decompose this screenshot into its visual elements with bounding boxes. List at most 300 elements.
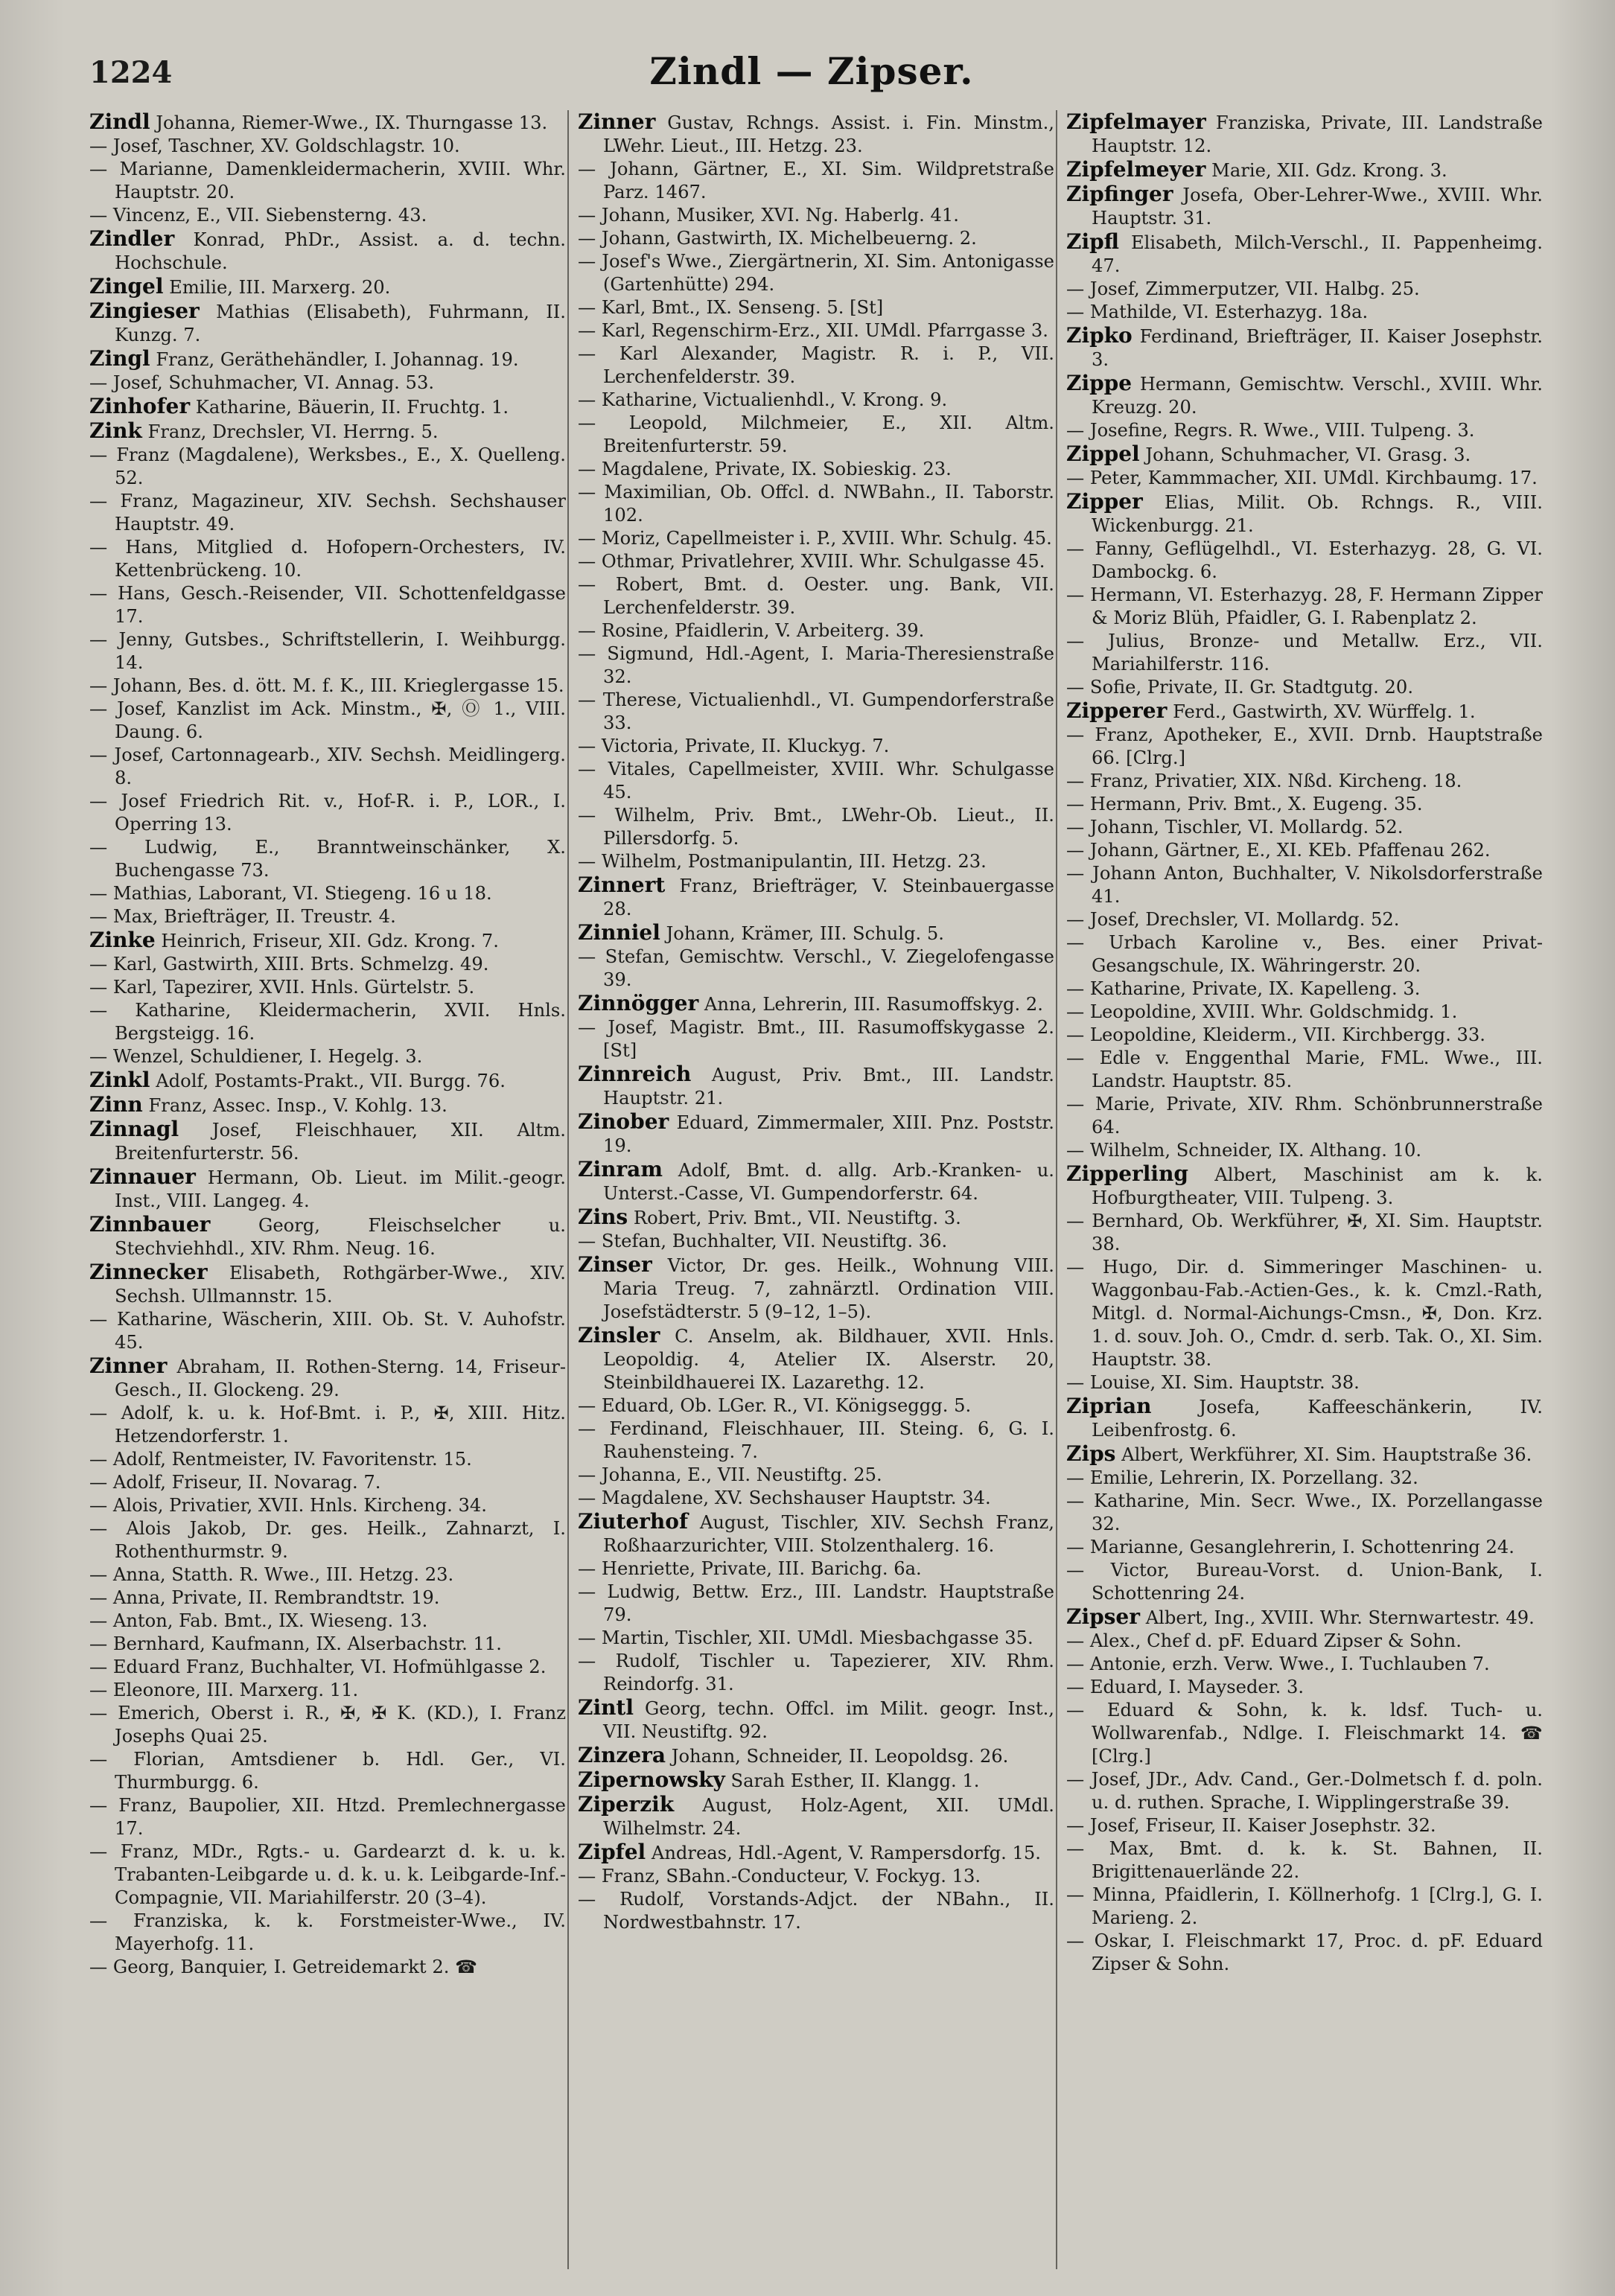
- directory-entry: [89, 444, 566, 490]
- entry-text: — Martin, Tischler, XII. UMdl. Miesbachgasse 35.: [578, 1627, 1033, 1648]
- entry-text: Abraham, II. Rothen-Sterng. 14, Friseur-Gesch., II. Glockeng. 29.: [115, 1356, 566, 1400]
- directory-entry: [578, 481, 1054, 527]
- entry-text: — Mathias, Laborant, VI. Stiegeng. 16 u 18.: [89, 883, 492, 904]
- page-header: [89, 46, 1534, 106]
- column-divider: [567, 110, 569, 2269]
- entry-text: — Bernhard, Kaufmann, IX. Alserbachstr. 11.: [89, 1633, 502, 1654]
- entry-surname: Zinhofer: [89, 394, 191, 418]
- directory-entry: [89, 744, 566, 790]
- entry-surname: Ziuterhof: [578, 1509, 689, 1534]
- entry-surname: Zingel: [89, 274, 164, 299]
- directory-entry: [89, 1656, 566, 1679]
- entry-text: — Johann, Tischler, VI. Mollardg. 52.: [1066, 817, 1404, 838]
- directory-entry: [578, 412, 1054, 458]
- directory-entry: [1066, 584, 1543, 630]
- directory-entry: [578, 296, 1054, 319]
- directory-entry: [1066, 1699, 1543, 1768]
- entry-text: — Josef, Cartonnagearb., XIV. Sechsh. Meidlingerg. 8.: [89, 744, 566, 788]
- directory-entry: [1066, 1559, 1543, 1605]
- directory-entry: [89, 582, 566, 628]
- directory-entry: [89, 790, 566, 836]
- directory-entry: [89, 1610, 566, 1633]
- entry-surname: Ziprian: [1066, 1394, 1152, 1418]
- entry-text: — Wilhelm, Schneider, IX. Althang. 10.: [1066, 1140, 1422, 1161]
- entry-text: — Hugo, Dir. d. Simmeringer Maschinen- u. Waggonbau-Fab.-Actien-Ges., k. k. Cmzl.-Rath, Mitgl. d. Normal-Aichungs-Cmsn., ✠, Don. Krz. 1. d. souv. Joh. O., Cmdr. d. serb. Tak. O., XI. Sim. Hauptstr. 38.: [1066, 1257, 1543, 1370]
- entry-text: — Franz, MDr., Rgts.- u. Gardearzt d. k. u. k. Trabanten-Leibgarde u. d. k. u. k. Leibgarde-Inf.-Compagnie, VII. Mariahilferstr. 20 (3–4).: [89, 1841, 566, 1908]
- entry-surname: Zipperer: [1066, 698, 1168, 723]
- directory-entry: [89, 1517, 566, 1563]
- entry-text: Gustav, Rchngs. Assist. i. Fin. Minstm., LWehr. Lieut., III. Hetzg. 23.: [603, 112, 1054, 156]
- entry-text: — Katharine, Wäscherin, XIII. Ob. St. V. Auhofstr. 45.: [89, 1309, 566, 1353]
- entry-text: — Josef Friedrich Rit. v., Hof-R. i. P., LOR., I. Operring 13.: [89, 791, 566, 835]
- entry-text: Hermann, Ob. Lieut. im Milit.-geogr. Inst., VIII. Langeg. 4.: [115, 1167, 566, 1211]
- directory-entry: [1066, 1442, 1543, 1467]
- entry-text: — Victor, Bureau-Vorst. d. Union-Bank, I. Schottenring 24.: [1066, 1560, 1543, 1604]
- entry-text: — Johann Anton, Buchhalter, V. Nikolsdorferstraße 41.: [1066, 863, 1543, 907]
- directory-entry: [1066, 442, 1543, 467]
- directory-entry: [1066, 816, 1543, 839]
- entry-text: — Anna, Private, II. Rembrandtstr. 19.: [89, 1587, 440, 1608]
- directory-entry: [89, 1045, 566, 1068]
- entry-text: August, Priv. Bmt., III. Landstr. Hauptstr. 21.: [603, 1065, 1054, 1109]
- directory-entry: [578, 158, 1054, 204]
- entry-text: — Karl, Gastwirth, XIII. Brts. Schmelzg. 49.: [89, 954, 489, 975]
- entry-text: — Vincenz, E., VII. Siebensterng. 43.: [89, 205, 427, 226]
- directory-entry: [578, 1205, 1054, 1230]
- entry-text: — Franz, Baupolier, XII. Htzd. Premlechnergasse 17.: [89, 1795, 566, 1839]
- directory-entry: [89, 1748, 566, 1794]
- entry-text: August, Holz-Agent, XII. UMdl. Wilhelmstr. 24.: [603, 1795, 1054, 1839]
- entry-text: — Alex., Chef d. pF. Eduard Zipser & Sohn.: [1066, 1630, 1462, 1651]
- directory-entry: [578, 458, 1054, 481]
- directory-entry: [578, 389, 1054, 412]
- column-3: [1066, 110, 1543, 2269]
- entry-text: — Wenzel, Schuldiener, I. Hegelg. 3.: [89, 1046, 423, 1067]
- directory-entry: [1066, 1024, 1543, 1047]
- entry-text: — Wilhelm, Postmanipulantin, III. Hetzg. 23.: [578, 851, 987, 872]
- entry-surname: Zintl: [578, 1695, 634, 1720]
- entry-text: — Johann, Gärtner, E., XI. KEb. Pfaffenau 262.: [1066, 840, 1491, 861]
- directory-entry: [1066, 1653, 1543, 1676]
- entry-text: — Othmar, Privatlehrer, XVIII. Whr. Schulgasse 45.: [578, 551, 1045, 572]
- entry-surname: Zipfelmeyer: [1066, 157, 1206, 182]
- entry-text: — Johanna, E., VII. Neustiftg. 25.: [578, 1464, 882, 1485]
- directory-entry: [1066, 1676, 1543, 1699]
- entry-text: — Alois, Privatier, XVII. Hnls. Kircheng. 34.: [89, 1495, 487, 1516]
- entry-surname: Zipko: [1066, 323, 1133, 348]
- directory-entry: [1066, 793, 1543, 816]
- directory-entry: [89, 536, 566, 582]
- entry-text: — Rudolf, Tischler u. Tapezierer, XIV. Rhm. Reindorfg. 31.: [578, 1651, 1054, 1694]
- entry-text: — Josef, Zimmerputzer, VII. Halbg. 25.: [1066, 278, 1420, 299]
- entry-text: Johann, Schuhmacher, VI. Grasg. 3.: [1145, 444, 1471, 465]
- directory-entry: [578, 804, 1054, 850]
- directory-entry: [89, 698, 566, 744]
- directory-entry: [89, 1093, 566, 1117]
- entry-surname: Zipfinger: [1066, 182, 1173, 206]
- directory-entry: [1066, 1001, 1543, 1024]
- entry-text: — Karl, Tapezirer, XVII. Hnls. Gürtelstr. 5.: [89, 977, 475, 998]
- directory-entry: [1066, 158, 1543, 182]
- directory-entry: [89, 1633, 566, 1656]
- entry-surname: Zinke: [89, 928, 156, 952]
- directory-entry: [578, 642, 1054, 689]
- entry-text: — Maximilian, Ob. Offcl. d. NWBahn., II. Taborstr. 102.: [578, 482, 1054, 526]
- entry-text: — Louise, XI. Sim. Hauptstr. 38.: [1066, 1372, 1360, 1393]
- entry-text: C. Anselm, ak. Bildhauer, XVII. Hnls. Leopoldig. 4, Atelier IX. Alserstr. 20, Steinbildhauerei IX. Lazarethg. 12.: [603, 1326, 1054, 1393]
- entry-surname: Zinniel: [578, 920, 660, 945]
- entry-surname: Zinner: [89, 1353, 168, 1378]
- directory-entry: [578, 227, 1054, 250]
- directory-entry: [1066, 978, 1543, 1001]
- entry-text: — Emilie, Lehrerin, IX. Porzellang. 32.: [1066, 1467, 1418, 1488]
- entry-surname: Zinnert: [578, 873, 666, 897]
- directory-entry: [89, 1117, 566, 1165]
- entry-text: — Oskar, I. Fleischmarkt 17, Proc. d. pF. Eduard Zipser & Sohn.: [1066, 1930, 1543, 1974]
- directory-entry: [1066, 931, 1543, 978]
- entry-text: — Leopold, Milchmeier, E., XII. Altm. Breitenfurterstr. 59.: [578, 412, 1054, 456]
- entry-text: Josefa, Kaffeeschänkerin, IV. Leibenfrostg. 6.: [1092, 1397, 1543, 1441]
- directory-entry: [578, 619, 1054, 642]
- directory-entry: [1066, 324, 1543, 371]
- entry-text: — Josef, Magistr. Bmt., III. Rasumoffskygasse 2. [St]: [578, 1017, 1054, 1061]
- entry-text: Marie, XII. Gdz. Krong. 3.: [1211, 160, 1447, 181]
- directory-entry: [89, 1587, 566, 1610]
- directory-entry: [89, 299, 566, 347]
- entry-surname: Zippel: [1066, 441, 1140, 466]
- entry-text: — Karl, Bmt., IX. Senseng. 5. [St]: [578, 297, 884, 318]
- directory-entry: [578, 1394, 1054, 1418]
- entry-text: — Victoria, Private, II. Kluckyg. 7.: [578, 736, 890, 756]
- entry-text: — Eleonore, III. Marxerg. 11.: [89, 1680, 359, 1700]
- entry-surname: Zinkl: [89, 1068, 150, 1092]
- entry-text: Eduard, Zimmermaler, XIII. Pnz. Poststr. 19.: [603, 1112, 1054, 1156]
- directory-entry: [89, 110, 566, 135]
- entry-text: — Rosine, Pfaidlerin, V. Arbeiterg. 39.: [578, 620, 925, 641]
- entry-text: — Rudolf, Vorstands-Adjct. der NBahn., II. Nordwestbahnstr. 17.: [578, 1889, 1054, 1933]
- directory-entry: [578, 1581, 1054, 1627]
- directory-entry: [89, 1308, 566, 1354]
- entry-text: Franz, Drechsler, VI. Herrng. 5.: [147, 421, 439, 442]
- directory-entry: [1066, 1536, 1543, 1559]
- entry-surname: Zinnbauer: [89, 1212, 211, 1237]
- entry-text: — Stefan, Buchhalter, VII. Neustiftg. 36.: [578, 1231, 948, 1251]
- entry-text: — Katharine, Private, IX. Kapelleng. 3.: [1066, 978, 1421, 999]
- entry-text: — Anna, Statth. R. Wwe., III. Hetzg. 23.: [89, 1564, 454, 1585]
- directory-entry: [1066, 1837, 1543, 1884]
- directory-entry: [1066, 182, 1543, 230]
- directory-entry: [578, 992, 1054, 1016]
- directory-entry: [1066, 301, 1543, 324]
- entry-text: Hermann, Gemischtw. Verschl., XVIII. Whr. Kreuzg. 20.: [1092, 374, 1543, 418]
- entry-text: — Josef, Kanzlist im Ack. Minstm., ✠, Ⓞ 1., VIII. Daung. 6.: [89, 698, 566, 742]
- entry-text: Franziska, Private, III. Landstraße Hauptstr. 12.: [1092, 112, 1543, 156]
- entry-text: — Josefine, Regrs. R. Wwe., VIII. Tulpeng. 3.: [1066, 420, 1475, 441]
- entry-surname: Zingl: [89, 346, 150, 371]
- entry-text: Albert, Ing., XVIII. Whr. Sternwartestr. 49.: [1145, 1607, 1535, 1628]
- directory-entry: [1066, 630, 1543, 676]
- entry-text: — Jenny, Gutsbes., Schriftstellerin, I. Weihburgg. 14.: [89, 629, 566, 673]
- directory-entry: [578, 319, 1054, 342]
- directory-entry: [89, 1679, 566, 1702]
- directory-entry: [578, 573, 1054, 619]
- directory-entry: [578, 1696, 1054, 1744]
- entry-surname: Zinzera: [578, 1743, 666, 1767]
- directory-entry: [89, 905, 566, 928]
- directory-entry: [578, 850, 1054, 873]
- entry-text: — Magdalene, XV. Sechshauser Hauptstr. 34.: [578, 1487, 991, 1508]
- directory-entry: [1066, 1139, 1543, 1162]
- directory-entry: [89, 275, 566, 299]
- entry-text: — Ferdinand, Fleischhauer, III. Steing. 6, G. I. Rauhensteing. 7.: [578, 1418, 1054, 1462]
- directory-entry: [578, 1230, 1054, 1253]
- directory-entry: [89, 347, 566, 371]
- entry-text: Elias, Milit. Ob. Rchngs. R., VIII. Wickenburgg. 21.: [1092, 492, 1543, 536]
- directory-entry: [578, 1062, 1054, 1110]
- column-1: [89, 110, 566, 2269]
- entry-surname: Zinober: [578, 1109, 669, 1134]
- directory-entry: [578, 1110, 1054, 1158]
- directory-entry: [578, 1840, 1054, 1865]
- entry-text: — Marianne, Gesanglehrerin, I. Schottenring 24.: [1066, 1537, 1514, 1557]
- entry-text: — Max, Briefträger, II. Treustr. 4.: [89, 906, 396, 927]
- entry-surname: Zinn: [89, 1092, 143, 1117]
- directory-entry: [1066, 699, 1543, 724]
- entry-text: — Florian, Amtsdiener b. Hdl. Ger., VI. Thurmburgg. 6.: [89, 1749, 566, 1793]
- entry-text: — Franziska, k. k. Forstmeister-Wwe., IV. Mayerhofg. 11.: [89, 1910, 566, 1954]
- entry-text: Georg, techn. Offcl. im Milit. geogr. Inst., VII. Neustiftg. 92.: [603, 1698, 1054, 1742]
- entry-text: August, Tischler, XIV. Sechsh Franz, Roßhaarzurichter, VIII. Stolzenthalerg. 16.: [603, 1512, 1054, 1556]
- entry-text: — Bernhard, Ob. Werkführer, ✠, XI. Sim. Hauptstr. 38.: [1066, 1211, 1543, 1254]
- entry-surname: Zipper: [1066, 489, 1143, 514]
- directory-entry: [578, 1650, 1054, 1696]
- entry-text: Albert, Werkführer, XI. Sim. Hauptstraße 36.: [1121, 1444, 1532, 1465]
- directory-entry: [578, 250, 1054, 296]
- column-divider: [1056, 110, 1057, 2269]
- directory-entry: [89, 1402, 566, 1448]
- directory-entry: [89, 1068, 566, 1093]
- entry-text: — Eduard Franz, Buchhalter, VI. Hofmühlgasse 2.: [89, 1656, 547, 1677]
- directory-entry: [578, 1793, 1054, 1840]
- directory-entry: [89, 135, 566, 158]
- entry-text: — Edle v. Enggenthal Marie, FML. Wwe., III. Landstr. Hauptstr. 85.: [1066, 1047, 1543, 1091]
- directory-entry: [89, 1794, 566, 1840]
- directory-entry: [578, 1418, 1054, 1464]
- directory-entry: [89, 628, 566, 675]
- entry-text: Robert, Priv. Bmt., VII. Neustiftg. 3.: [633, 1208, 961, 1228]
- directory-entry: [578, 1253, 1054, 1324]
- entry-text: — Franz, Magazineur, XIV. Sechsh. Sechshauser Hauptstr. 49.: [89, 491, 566, 535]
- directory-entry: [1066, 676, 1543, 699]
- entry-text: — Fanny, Geflügelhdl., VI. Esterhazyg. 28, G. VI. Dambockg. 6.: [1066, 538, 1543, 582]
- entry-text: — Sigmund, Hdl.-Agent, I. Maria-Theresienstraße 32.: [578, 643, 1054, 687]
- entry-text: Georg, Fleischselcher u. Stechviehhdl., XIV. Rhm. Neug. 16.: [115, 1215, 566, 1259]
- directory-entry: [89, 158, 566, 204]
- entry-text: — Hermann, VI. Esterhazyg. 28, F. Hermann Zipper & Moriz Blüh, Pfaidler, G. I. Rabenplatz 2.: [1066, 584, 1543, 628]
- directory-entry: [1066, 1768, 1543, 1814]
- entry-text: — Moriz, Capellmeister i. P., XVIII. Whr. Schulg. 45.: [578, 528, 1052, 549]
- entry-surname: Zipfel: [578, 1840, 646, 1864]
- directory-entry: [578, 110, 1054, 158]
- entry-text: — Karl Alexander, Magistr. R. i. P., VII. Lerchenfelderstr. 39.: [578, 343, 1054, 387]
- directory-entry: [89, 976, 566, 999]
- entry-text: — Minna, Pfaidlerin, I. Köllnerhofg. 1 [Clrg.], G. I. Marieng. 2.: [1066, 1884, 1543, 1928]
- directory-entry: [89, 1165, 566, 1213]
- entry-text: Sarah Esther, II. Klangg. 1.: [730, 1770, 980, 1791]
- entry-text: — Hans, Gesch.-Reisender, VII. Schottenfeldgasse 17.: [89, 583, 566, 627]
- directory-entry: [89, 1213, 566, 1260]
- directory-entry: [578, 945, 1054, 992]
- entry-surname: Zinnögger: [578, 991, 699, 1015]
- entry-surname: Zipperling: [1066, 1161, 1189, 1186]
- directory-entry: [89, 1494, 566, 1517]
- entry-text: Anna, Lehrerin, III. Rasumoffskyg. 2.: [704, 994, 1043, 1015]
- entry-surname: Zinnreich: [578, 1062, 692, 1086]
- entry-text: Franz, Geräthehändler, I. Johannag. 19.: [156, 349, 519, 370]
- entry-text: Elisabeth, Rothgärber-Wwe., XIV. Sechsh. Ullmannstr. 15.: [115, 1263, 566, 1307]
- directory-entry: [1066, 1630, 1543, 1653]
- entry-text: — Wilhelm, Priv. Bmt., LWehr-Ob. Lieut., II. Pillersdorfg. 5.: [578, 805, 1054, 849]
- directory-entry: [578, 758, 1054, 804]
- entry-text: — Ludwig, E., Branntweinschänker, X. Buchengasse 73.: [89, 837, 566, 881]
- directory-entry: [578, 550, 1054, 573]
- directory-entry: [89, 204, 566, 227]
- directory-entry: [1066, 908, 1543, 931]
- entry-surname: Zinser: [578, 1252, 652, 1277]
- entry-text: — Anton, Fab. Bmt., IX. Wieseng. 13.: [89, 1610, 428, 1631]
- entry-text: — Franz (Magdalene), Werksbes., E., X. Quelleng. 52.: [89, 444, 566, 488]
- entry-text: Elisabeth, Milch-Verschl., II. Pappenheimg. 47.: [1092, 232, 1543, 276]
- entry-text: Mathias (Elisabeth), Fuhrmann, II. Kunzg. 7.: [115, 302, 566, 345]
- entry-text: Andreas, Hdl.-Agent, V. Rampersdorfg. 15.: [651, 1843, 1041, 1863]
- entry-text: Josef, Fleischhauer, XII. Altm. Breitenfurterstr. 56.: [115, 1120, 566, 1164]
- entry-text: — Katharine, Min. Secr. Wwe., IX. Porzellangasse 32.: [1066, 1490, 1543, 1534]
- entry-text: — Johann, Musiker, XVI. Ng. Haberlg. 41.: [578, 205, 959, 226]
- entry-text: — Johann, Gastwirth, IX. Michelbeuerng. 2.: [578, 228, 977, 249]
- directory-entry: [578, 204, 1054, 227]
- entry-text: — Ludwig, Bettw. Erz., III. Landstr. Hauptstraße 79.: [578, 1581, 1054, 1625]
- entry-surname: Zinner: [578, 110, 656, 134]
- directory-entry: [1066, 1093, 1543, 1139]
- directory-entry: [578, 689, 1054, 735]
- entry-text: Adolf, Postamts-Prakt., VII. Burgg. 76.: [156, 1071, 506, 1091]
- entry-text: — Eduard & Sohn, k. k. ldsf. Tuch- u. Wollwarenfab., Ndlge. I. Fleischmarkt 14. ☎ [Clrg.]: [1066, 1700, 1543, 1767]
- directory-entry: [89, 1448, 566, 1471]
- entry-text: Franz, Assec. Insp., V. Kohlg. 13.: [148, 1095, 447, 1116]
- entry-text: — Katharine, Victualienhdl., V. Krong. 9.: [578, 389, 948, 410]
- entry-text: — Max, Bmt. d. k. k. St. Bahnen, II. Brigittenauerlände 22.: [1066, 1838, 1543, 1882]
- directory-entry: [1066, 230, 1543, 278]
- entry-text: — Stefan, Gemischtw. Verschl., V. Ziegelofengasse 39.: [578, 946, 1054, 990]
- directory-entry: [89, 675, 566, 698]
- directory-entry: [1066, 770, 1543, 793]
- directory-entry: [89, 882, 566, 905]
- entry-text: — Antonie, erzh. Verw. Wwe., I. Tuchlauben 7.: [1066, 1654, 1490, 1674]
- directory-entry: [1066, 1884, 1543, 1930]
- directory-entry: [1066, 1605, 1543, 1630]
- page-number: 1224: [89, 55, 173, 90]
- entry-text: — Georg, Banquier, I. Getreidemarkt 2. ☎: [89, 1957, 478, 1977]
- entry-surname: Zips: [1066, 1441, 1116, 1466]
- directory-entry: [89, 1471, 566, 1494]
- entry-surname: Zindl: [89, 110, 150, 134]
- directory-entry: [89, 371, 566, 395]
- directory-entry: [89, 1354, 566, 1402]
- directory-entry: [89, 395, 566, 419]
- directory-entry: [1066, 110, 1543, 158]
- directory-entry: [578, 735, 1054, 758]
- directory-entry: [1066, 1371, 1543, 1394]
- directory-entry: [578, 921, 1054, 945]
- directory-entry: [578, 1627, 1054, 1650]
- directory-entry: [578, 342, 1054, 389]
- entry-text: — Julius, Bronze- und Metallw. Erz., VII. Mariahilferstr. 116.: [1066, 631, 1543, 675]
- entry-text: — Katharine, Kleidermacherin, XVII. Hnls. Bergsteigg. 16.: [89, 1000, 566, 1044]
- entry-surname: Zinnagl: [89, 1117, 179, 1141]
- entry-surname: Zipfl: [1066, 229, 1120, 254]
- directory-entry: [89, 836, 566, 882]
- entry-text: — Eduard, I. Mayseder. 3.: [1066, 1677, 1305, 1697]
- entry-text: — Adolf, Rentmeister, IV. Favoritenstr. 15.: [89, 1449, 472, 1470]
- entry-text: — Marie, Private, XIV. Rhm. Schönbrunnerstraße 64.: [1066, 1094, 1543, 1138]
- entry-text: — Leopoldine, Kleiderm., VII. Kirchbergg. 33.: [1066, 1024, 1485, 1045]
- entry-text: — Vitales, Capellmeister, XVIII. Whr. Schulgasse 45.: [578, 759, 1054, 803]
- entry-surname: Ziperzik: [578, 1792, 675, 1817]
- entry-text: — Franz, SBahn.-Conducteur, V. Fockyg. 13.: [578, 1866, 981, 1887]
- directory-entry: [89, 1563, 566, 1587]
- entry-text: — Alois Jakob, Dr. ges. Heilk., Zahnarzt, I. Rothenthurmstr. 9.: [89, 1518, 566, 1562]
- directory-entry: [1066, 1047, 1543, 1093]
- entry-text: Johann, Schneider, II. Leopoldsg. 26.: [671, 1746, 1009, 1767]
- entry-text: — Sofie, Private, II. Gr. Stadtgutg. 20.: [1066, 677, 1414, 698]
- entry-text: — Josef, JDr., Adv. Cand., Ger.-Dolmetsch f. d. poln. u. d. ruthen. Sprache, I. Wipplingerstraße 39.: [1066, 1769, 1543, 1813]
- directory-entry: [1066, 1814, 1543, 1837]
- directory-entry: [1066, 538, 1543, 584]
- directory-entry: [89, 1910, 566, 1956]
- directory-entry: [578, 1487, 1054, 1510]
- directory-entry: [1066, 1162, 1543, 1210]
- directory-entry: [578, 1744, 1054, 1768]
- directory-entry: [89, 1260, 566, 1308]
- entry-text: — Josef's Wwe., Ziergärtnerin, XI. Sim. Antonigasse (Gartenhütte) 294.: [578, 251, 1054, 295]
- entry-text: Albert, Maschinist am k. k. Hofburgtheater, VIII. Tulpeng. 3.: [1092, 1164, 1543, 1208]
- entry-text: Johann, Krämer, III. Schulg. 5.: [666, 923, 944, 944]
- directory-entry: [1066, 1210, 1543, 1256]
- directory-entry: [1066, 371, 1543, 419]
- directory-entry: [89, 1840, 566, 1910]
- entry-text: — Urbach Karoline v., Bes. einer Privat-Gesangschule, IX. Währingerstr. 20.: [1066, 932, 1543, 976]
- directory-entry: [89, 953, 566, 976]
- directory-entry: [89, 419, 566, 444]
- column-2: [578, 110, 1054, 2269]
- entry-text: — Henriette, Private, III. Barichg. 6a.: [578, 1558, 922, 1579]
- entry-text: — Marianne, Damenkleidermacherin, XVIII. Whr. Hauptstr. 20.: [89, 159, 566, 203]
- entry-text: — Josef, Schuhmacher, VI. Annag. 53.: [89, 372, 435, 393]
- entry-text: Victor, Dr. ges. Heilk., Wohnung VIII. Maria Treug. 7, zahnärztl. Ordination VIII. Josefstädterstr. 5 (9–12, 1–5).: [603, 1255, 1054, 1322]
- entry-surname: Zindler: [89, 226, 175, 251]
- entry-text: Ferd., Gastwirth, XV. Würffelg. 1.: [1173, 701, 1476, 722]
- directory-entry: [1066, 1490, 1543, 1536]
- entry-text: — Josef, Friseur, II. Kaiser Josephstr. 32.: [1066, 1815, 1436, 1836]
- entry-surname: Zins: [578, 1205, 628, 1229]
- entry-text: Josefa, Ober-Lehrer-Wwe., XVIII. Whr. Hauptstr. 31.: [1092, 185, 1543, 229]
- entry-surname: Zippe: [1066, 371, 1133, 395]
- directory-entry: [89, 1956, 566, 1979]
- directory-entry: [89, 227, 566, 275]
- entry-surname: Zinsler: [578, 1323, 660, 1348]
- directory-entry: [1066, 1930, 1543, 1976]
- entry-text: Franz, Briefträger, V. Steinbauergasse 28.: [603, 876, 1054, 919]
